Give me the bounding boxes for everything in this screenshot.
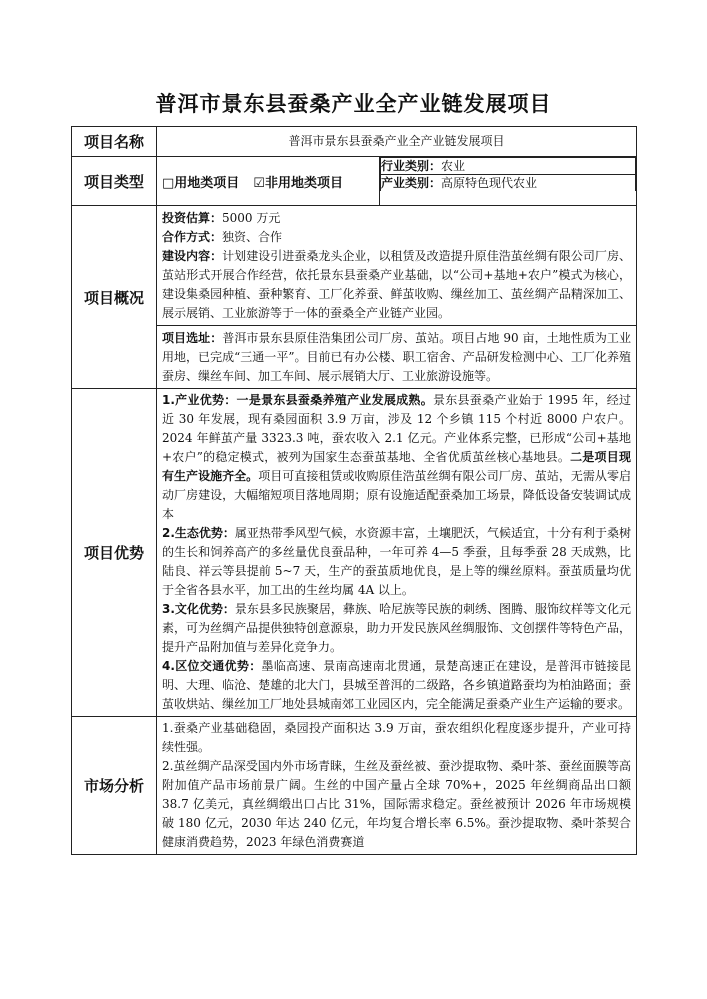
content-label: 建设内容：	[162, 249, 223, 263]
investment-line	[162, 209, 631, 228]
adv2-title: 2.生态优势：	[162, 526, 235, 540]
row-project-type	[72, 157, 637, 206]
construction-content	[162, 247, 631, 323]
adv1-text-b: 项目可直接租赁或收购原佳浩茧丝绸有限公司厂房、茧站，无需从零启动厂房建设，大幅缩短项目落地周期；原有设施适配蚕桑加工场景，降低设备安装调试成本	[162, 469, 631, 521]
row-project-name	[72, 127, 637, 157]
sector-value: 高原特色现代农业	[441, 176, 538, 190]
site-selection	[162, 329, 631, 386]
adv3-text: 景东县多民族聚居，彝族、哈尼族等民族的刺绣、图腾、服饰纹样等文化元素，可为丝绸产品提供独特创意源泉，助力开发民族风丝绸服饰、文创摆件等特色产品，提升产品附加值与差异化竞争力。	[162, 602, 631, 654]
industry-value: 农业	[441, 159, 466, 173]
option-land-use[interactable]: □用地类项目	[162, 175, 240, 191]
sector-category	[381, 175, 636, 192]
site-value: 普洱市景东县原佳浩集团公司厂房、茧站。项目占地 90 亩，土地性质为工业用地，已完成“三通一平”。目前已有办公楼、职工宿舍、产品研发检测中心、工厂化养殖蚕房、缫丝车间、加工车间、展示展销大厅、工业旅游设施等。	[162, 331, 631, 383]
row-overview	[72, 206, 637, 389]
advantage-industry	[162, 391, 631, 524]
option-non-land-use[interactable]: ☑非用地类项目	[253, 175, 343, 191]
coop-label: 合作方式：	[162, 230, 223, 244]
advantage-ecology	[162, 524, 631, 600]
label-project-name: 项目名称	[72, 127, 157, 157]
adv2-text: 属亚热带季风型气候，水资源丰富，土壤肥沃，气候适宜，十分有利于桑树的生长和饲养高产的多丝量优良蚕品种，一年可养 4—5 季蚕，且每季蚕 28 天成熟，比陆良、祥云等县提前 5~7 天，生产的蚕茧质地优良，是上等的缫丝原料。蚕茧质量均优于全省各县水平，加工出的生丝均属 4A 以上。	[162, 526, 631, 597]
industry-category	[381, 158, 636, 175]
document-title: 普洱市景东县蚕桑产业全产业链发展项目	[155, 92, 552, 116]
coop-value: 独资、合作	[222, 230, 283, 244]
project-table	[71, 126, 637, 855]
label-market: 市场分析	[72, 717, 157, 855]
adv1-text-a: 景东县蚕桑产业始于 1995 年，经过近 30 年发展，现有桑园面积 3.9 万亩，涉及 12 个乡镇 115 个村近 8000 户农户。2024 年鲜茧产量 3323.3 吨，蚕农收入 2.1 亿元。产业体系完整，已形成“公司+基地+农户”的稳定模式，被列为国家生态蚕茧基地、全省优质茧丝核心基地县。	[162, 393, 631, 464]
row-advantages	[72, 389, 637, 717]
invest-value: 5000 万元	[222, 211, 281, 225]
row-market	[72, 717, 637, 855]
category-table	[380, 157, 636, 191]
label-overview: 项目概况	[72, 206, 157, 389]
content-value: 计划建设引进蚕桑龙头企业，以租赁及改造提升原佳浩茧丝绸有限公司厂房、茧站形式开展合作经营，依托景东县蚕桑产业基础，以“公司+基地+农户”模式为核心，建设集桑园种植、蚕种繁育、工厂化养蚕、鲜茧收购、缫丝加工、茧丝绸产品精深加工、展示展销、工业旅游等于一体的蚕桑全产业链产业园。	[162, 249, 631, 320]
advantage-culture	[162, 600, 631, 657]
label-project-type: 项目类型	[72, 157, 157, 206]
adv1-bold2: 二是项目现有生产设施齐全。	[162, 450, 631, 483]
industry-label: 行业类别：	[381, 159, 442, 173]
adv3-title: 3.文化优势：	[162, 602, 235, 616]
project-name-value: 普洱市景东县蚕桑产业全产业链发展项目	[288, 134, 505, 148]
label-advantages: 项目优势	[72, 389, 157, 717]
adv4-title: 4.区位交通优势：	[162, 659, 262, 673]
invest-label: 投资估算：	[162, 211, 223, 225]
adv4-text: 墨临高速、景南高速南北贯通，景楚高速正在建设，是普洱市链接昆明、大理、临沧、楚雄的北大门，县城至普洱的二级路，各乡镇道路蚕均为柏油路面；蚕茧收烘站、缫丝加工厂地处县城南郊工业园区内，完全能满足蚕桑产业生产运输的要求。	[162, 659, 631, 711]
cooperation-line	[162, 228, 631, 247]
adv1-title: 1.产业优势：一是景东县蚕桑养殖产业发展成熟。	[162, 393, 433, 407]
site-label: 项目选址：	[162, 331, 223, 345]
advantage-location	[162, 657, 631, 714]
market-point-2: 2.茧丝绸产品深受国内外市场青睐，生丝及蚕丝被、蚕沙提取物、桑叶茶、蚕丝面膜等高附加值产品市场前景广阔。生丝的中国产量占全球 70%+，2025 年丝绸商品出口额 38.7 亿美元，真丝绸缎出口占比 31%，国际需求稳定。蚕丝被预计 2026 年市场规模破 180 亿元，2030 年达 240 亿元，年均复合增长率 6.5%。蚕沙提取物、桑叶茶契合健康消费趋势，2023 年绿色消费赛道	[162, 759, 631, 849]
sector-label: 产业类别：	[381, 176, 442, 190]
market-point-1: 1.蚕桑产业基础稳固，桑园投产面积达 3.9 万亩，蚕农组织化程度逐步提升，产业可持续性强。	[162, 721, 631, 754]
type-options	[157, 157, 379, 205]
